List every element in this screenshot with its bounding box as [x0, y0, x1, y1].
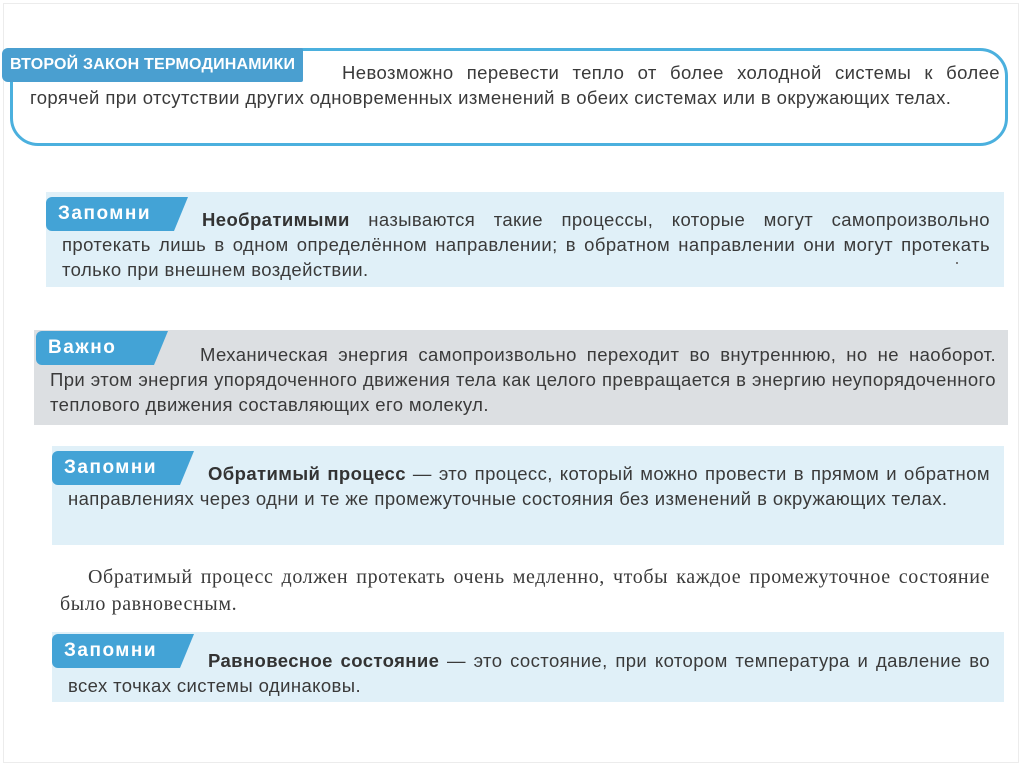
equilibrium-text: — это состояние, при котором температура и давление во всех точках системы одинаковы.	[68, 650, 990, 696]
reversible-note-paragraph: Обратимый процесс должен протекать очень медленно, чтобы каждое промежуточное состояние было равновесным.	[60, 566, 990, 615]
stray-dot	[956, 262, 958, 264]
reversible-definition	[68, 461, 990, 511]
irreversible-text: называются такие процессы, которые могут самопроизвольно протекать лишь в одном определённом направлении; в обратном направлении они могут протекать только при внешнем воздействии.	[62, 209, 990, 280]
remember-tag: Запомни	[52, 634, 180, 668]
second-law-text: Невозможно перевести тепло от более холодной системы к более горячей при отсутствии других одновременных изменений в обеих системах или в окружающих телах.	[30, 62, 1000, 108]
irreversible-definition	[62, 207, 990, 282]
term-irreversible: Необратимыми	[202, 209, 350, 230]
remember-tag: Запомни	[46, 197, 174, 231]
equilibrium-definition	[68, 648, 990, 698]
term-reversible: Обратимый процесс	[208, 463, 406, 484]
reversible-text: — это процесс, который можно провести в прямом и обратном направлениях через одни и те же промежуточные состояния без изменений в окружающих телах.	[68, 463, 990, 509]
remember-tag: Запомни	[52, 451, 180, 485]
second-law-label: ВТОРОЙ ЗАКОН ТЕРМОДИНАМИКИ	[2, 48, 303, 82]
term-equilibrium: Равновесное состояние	[208, 650, 440, 671]
important-text: Механическая энергия самопроизвольно переходит во внутреннюю, но не наоборот. При этом энергия упорядоченного движения тела как целого превращается в энергию неупорядоченного теплового движения составляющих его молекул.	[50, 344, 996, 415]
important-tag: Важно	[36, 331, 154, 365]
